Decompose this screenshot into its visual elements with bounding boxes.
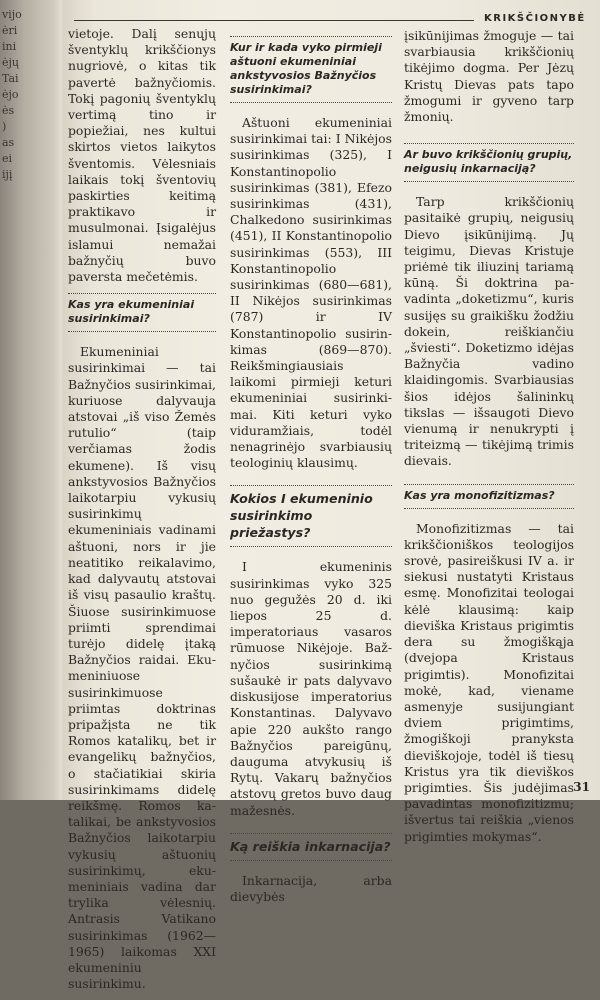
fragment: ėjų [2,56,20,69]
section-title: KRIKŠČIONYBĖ [484,13,586,24]
paragraph: įsikūnijimas žmoguje — tai svarbiausia krikščionių tikėjimo dogma. Per Jėzų Kristų Dievas pats tapo žmogumi ir gyveno tarp žmonių. [404,28,574,125]
header-rule [74,20,474,21]
column-1 [68,26,216,1000]
question-heading: Kokios I ekumeninio susirinkimo priežastys? [230,485,392,547]
fragment: vijo [2,8,22,21]
question-heading: Kas yra monofizitizmas? [404,484,574,509]
paragraph: Ekumeniniai susirinkimai — tai Bažnyčios susirinkimai, kuriuose dalyvauja atstovai „iš viso Žemės rutulio“ (taip verčiamas žodis ekumene). Iš visų ankstyvosios Bažnyčios laikotarpiu vykusių susirinkimų ekumeniniais vadinami aštuoni, nors ir jie neatitiko reikalavimo, kad dalyvautų atstovai iš visų pasaulio kraštų. Šiuose susirinkimuose priimti sprendimai turėjo didelę įtaką Bažnyčios raidai. Ekumeniniuose susirinkimuose priimtas doktrinas pripažįsta ne tik Romos katalikų, bet ir evangelikų bažnyčios, o stačiatikiai skiria susirinkimams didelę reikšmę. Romos katalikai, be ankstyvosios Bažnyčios laikotarpiu vykusių aštuonių susirinkimų, ekumeniniais vadina dar trylika vėlesnių. Antrasis Vatikano susirinkimas (1962—1965) laikomas XXI ekumeniniu susirinkimu. [68,344,216,992]
fragment: ėjo [2,88,19,101]
column-2 [230,36,392,913]
paragraph: Tarp krikščionių pasitaikė grupių, neigusių Dievo įsikūnijimą. Jų teigimu, Dievas Kristuje priėmė tik iliuzinį tariamą kūną. Ši doktrina pavadinta „doketizmu“, kuris susijęs su graikišku žodžiu dokein, reiškiančiu „šviesti“. Doketizmo idėjas Bažnyčia vadino klaidingomis. Svarbiausias šios idėjos šalininkų tikslas — išsaugoti Dievo vienumą ir nenukrypti į triteizmą — tikėjimą trimis dievais. [404,194,574,469]
fragment: ėri [2,24,18,37]
paragraph: Monofizitizmas — tai krikščioniškos teologijos srovė, pasireiškusi IV a. ir siekusi nustatyti Kristaus esmę. Monofizitai teologai kėlė klausimą: kaip dieviška Kristaus prigimtis dera su žmogiškąja (dvejopa Kristaus prigimtis). Monofizitai mokė, kad, viename asmenyje susijungiant dviem prigimtims, žmogiškoji pranyksta dieviškojoje, todėl iš tiesų Kristus yra tik dieviškos prigimties. Šis judėjimas pavadintas monofizitizmu; išvertus tai reiškia „vienos prigimties mokymas“. [404,520,574,844]
question-heading: Kur ir kada vyko pirmieji aštuoni ekumeniniai ankstyvosios Bažnyčios susirinkimai? [230,36,392,103]
question-heading: Ar buvo krikščionių grupių, neigusių inkarnaciją? [404,143,574,182]
column-3 [404,28,574,853]
fragment: ini [2,40,17,53]
question-heading: Kas yra ekumeniniai susirinkimai? [68,293,216,332]
page-number: 31 [573,780,590,794]
paragraph: I ekumeninis susirinkimas vyko 325 nuo gegužės 20 d. iki liepos 25 d. imperatoriaus vasaros rūmuose Nikėjoje. Bažnyčios susirinkimą sušaukė ir pats dalyvavo diskusijose imperatorius Konstantinas. Dalyvavo apie 220 aukšto rango Bažnyčios pareigūnų, dauguma atvykusių iš Rytų. Vakarų bažnyčios atstovų gretos buvo daug mažesnės. [230,559,392,818]
fragment: ei [2,152,13,165]
paragraph: Aštuoni ekumeniniai susirinkimai tai: I Nikėjos susirinkimas (325), I Konstantinopolio susirinkimas (381), Efezo susirinkimas (431), Chalkedono susirinkimas (451), II Konstantinopolio susirinkimas (553), III Konstantinopolio susirinkimas (680—681), II Nikėjos susirinkimas (787) ir IV Konstantinopolio susirinkimas (869—870). Reikšmingiausiais laikomi pirmieji keturi ekumeniniai susirinkimai. Kiti keturi vyko viduramžiais, todėl nenagrinėjo svarbiausių teologinių klausimų. [230,115,392,471]
book-page [62,0,600,992]
fragment: ) [2,120,7,133]
fragment: ijį [2,168,13,181]
fragment: Tai [2,72,19,85]
fragment: as [2,136,15,149]
fragment: ės [2,104,15,117]
adjacent-page-edge [0,0,62,800]
paragraph: vietoje. Dalį senųjų šventyklų krikščionys nugriovė, o kitas tik pavertė bažnyčiomis. Tokį pagonių šventyklų vertimą tino ir popiežiai, nes kultui skirtos vietos laikytos šventomis. Vėlesniais laikais tokį šventovių paskirties keitimą praktikavo ir musulmonai. Įsigalėjus islamui nemažai bažnyčių buvo paversta mečetėmis. [68,26,216,285]
paragraph: Inkarnacija, arba dievybės [230,872,392,904]
question-heading: Ką reiškia inkarnacija? [230,833,392,861]
